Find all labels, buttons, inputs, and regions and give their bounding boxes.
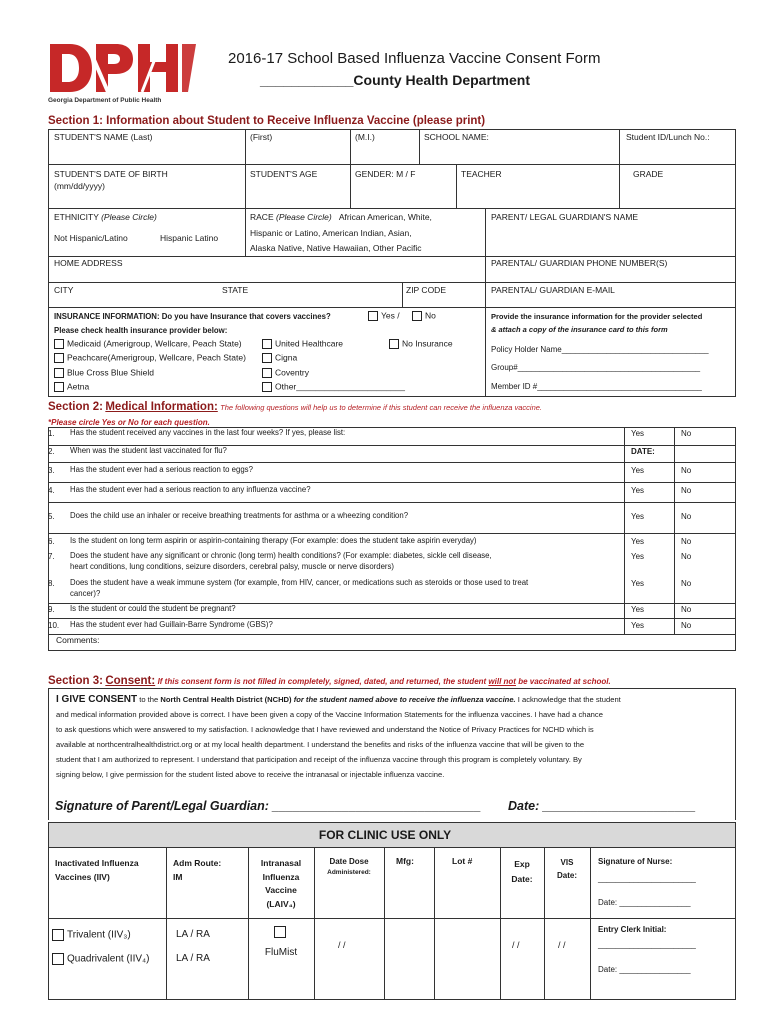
not-hispanic-option[interactable]: Not Hispanic/Latino (54, 233, 128, 243)
laiv-header: Intranasal Influenza Vaccine (LAIV₄) (260, 858, 302, 909)
insurance-yes-checkbox[interactable] (368, 311, 378, 321)
date-dose-header: Date Dose Administered: (327, 857, 371, 877)
dph-logo (48, 40, 198, 110)
entry-clerk-line[interactable]: ______________________ (598, 940, 696, 949)
answer-yes[interactable]: Yes (631, 429, 645, 438)
provider-peachcare[interactable]: Peachcare(Amerigroup, Wellcare, Peach State) (54, 353, 246, 363)
race-options-line2[interactable]: Hispanic or Latino, American Indian, Asian, (250, 228, 412, 238)
first-name-label: (First) (250, 132, 273, 142)
coventry-checkbox[interactable] (262, 368, 272, 378)
insurance-yes-option[interactable]: Yes / (368, 311, 400, 321)
answer-yes[interactable]: Yes (631, 605, 645, 614)
answer-no[interactable]: No (681, 429, 692, 438)
hispanic-option[interactable]: Hispanic Latino (160, 233, 219, 243)
nurse-date-line[interactable]: Date: ________________ (598, 898, 691, 907)
signature-field[interactable]: Signature of Parent/Legal Guardian: ______________________________ (55, 799, 481, 813)
question-text: Is the student on long term aspirin or aspirin-containing therapy (For example: does the student take aspirin everyday) (70, 536, 477, 545)
question-text: When was the student last vaccinated for flu? (70, 446, 227, 455)
nurse-signature-line[interactable]: ______________________ (598, 874, 696, 883)
no-insurance-checkbox[interactable] (389, 339, 399, 349)
race-options-line3[interactable]: Alaska Native, Native Hawaiian, Other Pacific (250, 243, 422, 253)
answer-no[interactable]: No (681, 466, 692, 475)
clinic-title: FOR CLINIC USE ONLY (318, 828, 452, 842)
trivalent-route[interactable]: LA / RA (176, 929, 210, 940)
answer-yes[interactable]: Yes (631, 621, 645, 630)
school-name-label: SCHOOL NAME: (424, 132, 489, 142)
flu-date-field[interactable]: DATE: (631, 447, 655, 456)
answer-yes[interactable]: Yes (631, 552, 645, 561)
home-address-label: HOME ADDRESS (54, 258, 123, 268)
comments-label: Comments: (56, 635, 100, 645)
mi-label: (M.I.) (355, 132, 375, 142)
consent-text-line4: available at northcentralhealthdistrict.org or at my local health department. I understand the benefits and risks of the influenza vaccine that will be given to the (56, 740, 585, 749)
circle-note: *Please circle Yes or No for each question. (48, 418, 210, 427)
uhc-checkbox[interactable] (262, 339, 272, 349)
provider-medicaid[interactable]: Medicaid (Amerigroup, Wellcare, Peach State) (54, 339, 242, 349)
dob-label: STUDENT'S DATE OF BIRTH (54, 169, 168, 179)
answer-yes[interactable]: Yes (631, 537, 645, 546)
vis-header: VIS Date: (556, 858, 577, 880)
question-number: 2. (48, 447, 55, 456)
gender-label: GENDER: M / F (355, 169, 416, 179)
dob-format-label: (mm/dd/yyyy) (54, 181, 105, 191)
student-name-last-label: STUDENT'S NAME (Last) (54, 132, 153, 142)
question-text: Is the student or could the student be pregnant? (70, 604, 236, 613)
section3-heading: Section 3: Consent: If this consent form is not filled in completely, signed, dated, and returned, the student will not be vaccinated at school. (48, 675, 611, 687)
exp-header: Exp Date: (511, 859, 533, 885)
question-text: Has the student received any vaccines in the last four weeks? If yes, please list: (70, 428, 346, 437)
cigna-checkbox[interactable] (262, 353, 272, 363)
signature-date-field[interactable]: Date: ______________________ (508, 799, 696, 813)
check-provider-label: Please check health insurance provider below: (54, 326, 228, 335)
question-number: 1. (48, 429, 55, 438)
other-checkbox[interactable] (262, 382, 272, 392)
iiv-header: Inactivated Influenza Vaccines (IIV) (55, 858, 139, 882)
group-field[interactable]: Group#_________________________________________ (491, 363, 701, 372)
form-title: 2016-17 School Based Influenza Vaccine Consent Form (228, 50, 601, 67)
zip-label: ZIP CODE (406, 285, 446, 295)
consent-text-line2: and medical information provided above is correct. I have been given a copy of the Vaccine Information Statements for the influenza vaccines. I have had a chance (56, 710, 603, 719)
answer-yes[interactable]: Yes (631, 466, 645, 475)
question-text: Does the child use an inhaler or receive breathing treatments for asthma or a wheezing condition? (70, 511, 409, 520)
insurance-no-checkbox[interactable] (412, 311, 422, 321)
question-number: 4. (48, 486, 55, 495)
consent-text-line3: to ask questions which were answered to my satisfaction. I acknowledge that I have reviewed and understand the Notice of Privacy Practices for NCHD which is (56, 725, 594, 734)
provide-info-line2: & attach a copy of the insurance card to this form (491, 325, 668, 334)
answer-yes[interactable]: Yes (631, 579, 645, 588)
trivalent-option[interactable]: Trivalent (IIV₃) (52, 929, 131, 941)
mfg-header: Mfg: (396, 856, 414, 866)
ethnicity-label: ETHNICITY (Please Circle) (54, 212, 157, 222)
question-text-continued: heart conditions, lung conditions, seizure disorders, cerebral palsy, muscle or nerve disorders) (70, 562, 395, 571)
teacher-label: TEACHER (461, 169, 502, 179)
provide-info-line1: Provide the insurance information for the provider selected (491, 312, 703, 321)
question-text: Has the student ever had a serious reaction to any influenza vaccine? (70, 485, 311, 494)
guardian-name-label: PARENT/ LEGAL GUARDIAN'S NAME (491, 212, 639, 222)
question-number: 9. (48, 605, 55, 614)
provider-cigna[interactable]: Cigna (262, 353, 297, 363)
answer-yes[interactable]: Yes (631, 512, 645, 521)
policy-holder-field[interactable]: Policy Holder Name_________________________________ (491, 345, 709, 354)
consent-text-line6: signing below, I give permission for the student listed above to receive the intranasal or injectable influenza vaccine. (56, 770, 445, 779)
consent-text-line1: I GIVE CONSENT to the North Central Health District (NCHD) for the student named above to receive the influenza vaccine. I acknowledge that the student (56, 694, 621, 705)
age-label: STUDENT'S AGE (250, 169, 318, 179)
student-id-label: Student ID/Lunch No.: (626, 132, 710, 142)
answer-yes[interactable]: Yes (631, 486, 645, 495)
guardian-phone-label: PARENTAL/ GUARDIAN PHONE NUMBER(S) (491, 258, 668, 268)
question-number: 6. (48, 537, 55, 546)
question-number: 3. (48, 466, 55, 475)
exp-date-value[interactable]: / / (512, 940, 520, 950)
provider-other[interactable]: Other_______________________ (262, 382, 405, 392)
flumist-label: FluMist (264, 947, 298, 958)
answer-no[interactable]: No (681, 621, 692, 630)
insurance-question: INSURANCE INFORMATION: Do you have Insurance that covers vaccines? (54, 312, 331, 321)
quadrivalent-checkbox[interactable] (52, 953, 64, 965)
route-header: Adm Route: IM (173, 858, 222, 882)
trivalent-checkbox[interactable] (52, 929, 64, 941)
date-dose-value[interactable]: / / (338, 940, 346, 950)
state-label: STATE (222, 285, 249, 295)
question-number: 5. (48, 512, 55, 521)
logo-subtitle: Georgia Department of Public Health (48, 97, 162, 104)
lot-header: Lot # (452, 856, 473, 866)
answer-no[interactable]: No (681, 605, 692, 614)
section1-heading: Section 1: Information about Student to Receive Influenza Vaccine (please print) (48, 115, 486, 127)
question-number: 8. (48, 579, 55, 588)
bcbs-checkbox[interactable] (54, 368, 64, 378)
question-text: Has the student ever had a serious reaction to eggs? (70, 465, 253, 474)
grade-label: GRADE (633, 169, 664, 179)
guardian-email-label: PARENTAL/ GUARDIAN E-MAIL (491, 285, 615, 295)
answer-no[interactable]: No (681, 512, 692, 521)
answer-no[interactable]: No (681, 537, 692, 546)
quadrivalent-option[interactable]: Quadrivalent (IIV₄) (52, 953, 149, 965)
question-text: Does the student have a weak immune system (for example, from HIV, cancer, or medications such as steroids or those used to treat (70, 578, 529, 587)
flumist-checkbox[interactable] (274, 926, 286, 938)
aetna-checkbox[interactable] (54, 382, 64, 392)
peachcare-checkbox[interactable] (54, 353, 64, 363)
member-id-field[interactable]: Member ID #_____________________________________ (491, 382, 702, 391)
question-number: 10. (48, 621, 60, 630)
question-text: Has the student ever had Guillain-Barre Syndrome (GBS)? (70, 620, 273, 629)
provider-uhc[interactable]: United Healthcare (262, 339, 343, 349)
provider-coventry[interactable]: Coventry (262, 368, 309, 378)
provider-aetna[interactable]: Aetna (54, 382, 89, 392)
consent-text-line5: student that I am authorized to represent. I understand that participation and receipt of the influenza vaccine through this program is completely voluntary. By (56, 755, 582, 764)
provider-bcbs[interactable]: Blue Cross Blue Shield (54, 368, 154, 378)
question-text-continued: cancer)? (70, 589, 101, 598)
medicaid-checkbox[interactable] (54, 339, 64, 349)
question-number: 7. (48, 552, 55, 561)
quadrivalent-route[interactable]: LA / RA (176, 953, 210, 964)
section2-heading: Section 2: Medical Information: The following questions will help us to determine if this student can receive the influenza vaccine. (48, 401, 543, 413)
provider-no-insurance[interactable]: No Insurance (389, 339, 453, 349)
county-health-dept: ____________County Health Department (260, 72, 531, 88)
entry-clerk-date[interactable]: Date: ________________ (598, 965, 691, 974)
entry-clerk-label: Entry Clerk Initial: (598, 925, 667, 934)
insurance-no-option[interactable]: No (412, 311, 436, 321)
answer-no[interactable]: No (681, 552, 692, 561)
race-label: RACE (Please Circle) African American, White, (250, 212, 432, 222)
vis-date-value[interactable]: / / (558, 940, 566, 950)
city-label: CITY (54, 285, 74, 295)
dph-logo-icon (48, 40, 198, 98)
nurse-signature-label: Signature of Nurse: (598, 857, 673, 866)
answer-no[interactable]: No (681, 579, 692, 588)
question-text: Does the student have any significant or chronic (long term) health conditions? (For example: diabetes, sickle cell disease, (70, 551, 492, 560)
answer-no[interactable]: No (681, 486, 692, 495)
